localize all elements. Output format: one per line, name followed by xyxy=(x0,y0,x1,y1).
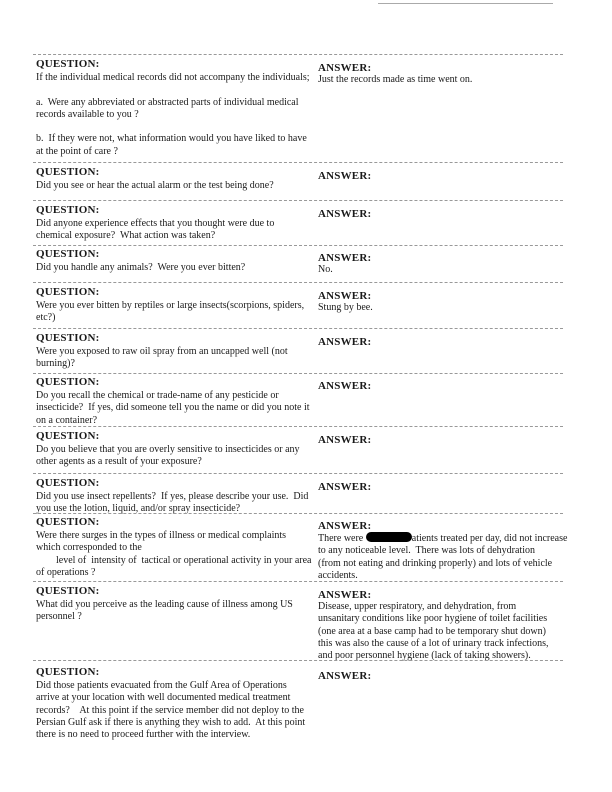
section-divider xyxy=(33,660,563,661)
question-line: burning)? xyxy=(36,358,75,370)
question-line: insecticide? If yes, did someone tell you the name or did you note it xyxy=(36,402,310,414)
question-line: at the point of care ? xyxy=(36,145,118,157)
section-divider xyxy=(33,513,563,514)
section-divider xyxy=(33,282,563,283)
section-divider xyxy=(33,426,563,427)
answer-line: this was also the cause of a lot of urinary track infections, xyxy=(318,637,549,649)
question-line: other agents as a result of your exposure? xyxy=(36,456,202,468)
section-divider xyxy=(33,245,563,246)
question-label: QUESTION: xyxy=(36,166,100,178)
question-label: QUESTION: xyxy=(36,58,100,70)
answer-line: Stung by bee. xyxy=(318,302,373,313)
question-label: QUESTION: xyxy=(36,286,100,298)
question-label: QUESTION: xyxy=(36,430,100,442)
question-line: there is no need to proceed further with the interview. xyxy=(36,729,251,741)
question-text xyxy=(36,680,305,741)
question-line: personnel ? xyxy=(36,611,82,623)
question-text xyxy=(36,491,308,516)
answer-label: ANSWER: xyxy=(318,290,372,302)
answer-line xyxy=(318,532,567,545)
answer-label: ANSWER: xyxy=(318,520,372,532)
question-line: Were you exposed to raw oil spray from an uncapped well (not xyxy=(36,346,288,357)
answer-line: accidents. xyxy=(318,569,358,581)
answer-line: to any noticeable level. There was lots of dehydration xyxy=(318,545,535,557)
redaction-mark xyxy=(366,532,412,542)
question-line: Were there surges in the types of illness or medical complaints xyxy=(36,530,287,541)
question-label: QUESTION: xyxy=(36,248,100,260)
question-line: Do you recall the chemical or trade-name of any pesticide or xyxy=(36,390,279,401)
answer-label: ANSWER: xyxy=(318,336,372,348)
answer-fragment: There were xyxy=(318,533,366,544)
question-line: which corresponded to the xyxy=(36,542,142,554)
question-line: chemical exposure? What action was taken? xyxy=(36,230,216,242)
question-line: etc?) xyxy=(36,312,56,324)
question-text xyxy=(36,390,310,427)
question-text xyxy=(36,599,293,624)
question-label: QUESTION: xyxy=(36,516,100,528)
question-label: QUESTION: xyxy=(36,332,100,344)
section-divider xyxy=(33,162,563,163)
question-line: Did you use insect repellents? If yes, please describe your use. Did xyxy=(36,491,309,502)
answer-line: unsanitary conditions like poor hygiene of toilet facilities xyxy=(318,613,548,625)
question-line: Do you believe that you are overly sensitive to insecticides or any xyxy=(36,444,300,455)
answer-label: ANSWER: xyxy=(318,434,372,446)
question-line: Did you see or hear the actual alarm or the test being done? xyxy=(36,180,274,191)
answer-text xyxy=(318,74,472,86)
answer-label: ANSWER: xyxy=(318,170,372,182)
question-line: records available to you ? xyxy=(36,108,139,120)
question-text xyxy=(36,262,245,274)
answer-text xyxy=(318,532,567,582)
question-line: If the individual medical records did not accompany the individuals; xyxy=(36,72,310,83)
question-line: level of intensity of tactical or operational activity in your area xyxy=(36,554,312,566)
answer-line: Just the records made as time went on. xyxy=(318,74,473,85)
question-text xyxy=(36,180,274,192)
answer-line: Disease, upper respiratory, and dehydration, from xyxy=(318,601,517,612)
question-text xyxy=(36,72,310,158)
answer-text xyxy=(318,601,548,662)
answer-label: ANSWER: xyxy=(318,589,372,601)
question-label: QUESTION: xyxy=(36,204,100,216)
question-line: Did you handle any animals? Were you ever bitten? xyxy=(36,262,246,273)
question-text xyxy=(36,346,288,371)
header-rule xyxy=(378,3,553,4)
answer-line: (from not eating and drinking properly) and lots of vehicle xyxy=(318,557,553,569)
question-line: Persian Gulf ask if there is anything they wish to add. At this point xyxy=(36,716,306,728)
question-label: QUESTION: xyxy=(36,585,100,597)
question-line: a. Were any abbreviated or abstracted parts of individual medical xyxy=(36,96,299,108)
answer-text xyxy=(318,302,373,314)
question-text xyxy=(36,444,300,469)
question-text xyxy=(36,300,304,325)
question-text xyxy=(36,530,311,579)
question-line: you use the lotion, liquid, and/or spray insecticide? xyxy=(36,503,241,515)
answer-line: No. xyxy=(318,264,333,275)
answer-label: ANSWER: xyxy=(318,208,372,220)
answer-label: ANSWER: xyxy=(318,380,372,392)
section-divider xyxy=(33,328,563,329)
question-label: QUESTION: xyxy=(36,376,100,388)
question-line: on a container? xyxy=(36,414,98,426)
answer-text xyxy=(318,264,333,276)
section-divider xyxy=(33,200,563,201)
answer-fragment: atients treated per day, did not increase xyxy=(411,533,568,544)
answer-line: and poor personnel hygiene (lack of taking showers). xyxy=(318,650,531,662)
answer-line: (one area at a base camp had to be temporary shut down) xyxy=(318,625,546,637)
question-line: Were you ever bitten by reptiles or large insects(scorpions, spiders, xyxy=(36,300,305,311)
question-line: arrive at your location with well documented medical treatment xyxy=(36,692,291,704)
section-divider xyxy=(33,373,563,374)
question-line: Did those patients evacuated from the Gulf Area of Operations xyxy=(36,680,287,691)
answer-label: ANSWER: xyxy=(318,481,372,493)
question-label: QUESTION: xyxy=(36,477,100,489)
question-text xyxy=(36,218,274,243)
answer-label: ANSWER: xyxy=(318,670,372,682)
question-line: What did you perceive as the leading cause of illness among US xyxy=(36,599,293,610)
answer-label: ANSWER: xyxy=(318,62,372,74)
question-line: b. If they were not, what information would you have liked to have xyxy=(36,133,307,145)
question-label: QUESTION: xyxy=(36,666,100,678)
question-line: records? At this point if the service member did not deploy to the xyxy=(36,704,304,716)
question-line: of operations ? xyxy=(36,566,96,578)
question-line xyxy=(36,121,310,133)
question-line: Did anyone experience effects that you thought were due to xyxy=(36,218,275,229)
section-divider xyxy=(33,54,563,55)
answer-label: ANSWER: xyxy=(318,252,372,264)
section-divider xyxy=(33,473,563,474)
section-divider xyxy=(33,581,563,582)
question-line xyxy=(36,84,310,96)
